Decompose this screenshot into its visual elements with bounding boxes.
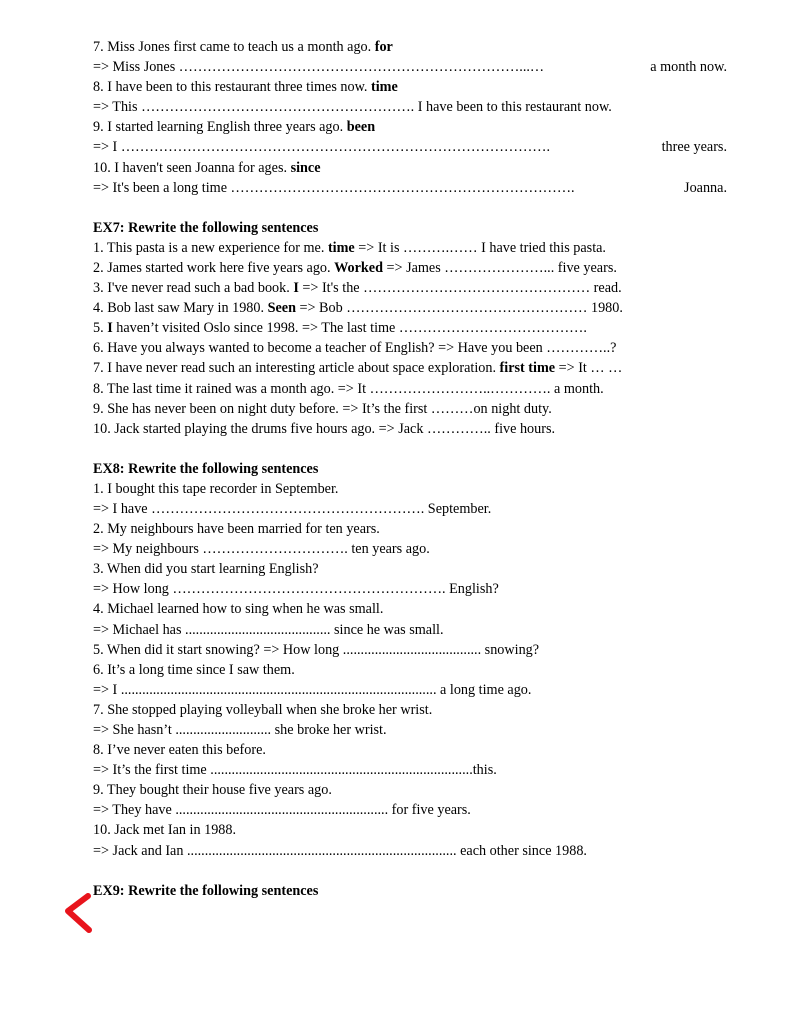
ex8-line: => They have ............................................................ for five years. bbox=[93, 802, 471, 819]
ex8-line: => Jack and Ian ............................................................................ each other since 1988. bbox=[93, 842, 587, 859]
ex7-title: EX7: Rewrite the following sentences bbox=[93, 219, 319, 236]
ex8-line: 10. Jack met Ian in 1988. bbox=[93, 822, 237, 839]
answer-line: => Miss Jones ………………………………………………………………...… a month now. bbox=[93, 59, 727, 76]
ex7-item: 2. James started work here five years ago. Worked => James …………………... five years. bbox=[93, 259, 617, 276]
worksheet bbox=[93, 37, 743, 901]
ex8-line: 4. Michael learned how to sing when he was small. bbox=[93, 601, 384, 618]
red-bracket-mark-icon bbox=[62, 893, 92, 933]
ex8-line: => My neighbours …………………………. ten years ago. bbox=[93, 541, 430, 558]
ex8-title: EX8: Rewrite the following sentences bbox=[93, 460, 319, 477]
ex8-line: 1. I bought this tape recorder in September. bbox=[93, 480, 339, 497]
ex7-item: 5. I haven’t visited Oslo since 1998. => The last time …………………………………. bbox=[93, 320, 587, 337]
ex8-line: 6. It’s a long time since I saw them. bbox=[93, 661, 295, 678]
answer-line: => I ………………………………………………………………………………. three years. bbox=[93, 139, 727, 156]
sentence-line: 9. I started learning English three years ago. been bbox=[93, 119, 376, 136]
ex8-line: 2. My neighbours have been married for ten years. bbox=[93, 521, 380, 538]
ex8-line: 7. She stopped playing volleyball when she broke her wrist. bbox=[93, 701, 433, 718]
sentence-line: 10. I haven't seen Joanna for ages. since bbox=[93, 159, 321, 176]
ex8-line: 5. When did it start snowing? => How long ....................................... snowing? bbox=[93, 641, 540, 658]
ex7-item: 6. Have you always wanted to become a teacher of English? => Have you been …………..? bbox=[93, 340, 617, 357]
ex8-line: => It’s the first time ..........................................................................this. bbox=[93, 762, 497, 779]
ex7-item: 9. She has never been on night duty before. => It’s the first ………on night duty. bbox=[93, 400, 552, 417]
ex8-section bbox=[93, 459, 743, 861]
answer-line: => This …………………………………………………. I have been to this restaurant now. bbox=[93, 99, 612, 116]
ex8-line: 3. When did you start learning English? bbox=[93, 561, 319, 578]
sentence-line: 7. Miss Jones first came to teach us a month ago. for bbox=[93, 39, 393, 55]
ex7-item: 10. Jack started playing the drums five hours ago. => Jack ………….. five hours. bbox=[93, 420, 556, 437]
ex8-line: => How long …………………………………………………. English? bbox=[93, 581, 499, 598]
ex8-line: 8. I’ve never eaten this before. bbox=[93, 742, 266, 759]
ex8-line: => Michael has ......................................... since he was small. bbox=[93, 621, 444, 638]
ex7-item: 7. I have never read such an interesting article about space exploration. first time => It … … bbox=[93, 360, 623, 377]
ex7-item: 4. Bob last saw Mary in 1980. Seen => Bob …………………………………………… 1980. bbox=[93, 300, 623, 317]
ex9-title: EX9: Rewrite the following sentences bbox=[93, 882, 319, 899]
ex8-line: 9. They bought their house five years ago. bbox=[93, 782, 332, 799]
ex8-line: => I ......................................................................................... a long time ago. bbox=[93, 681, 532, 698]
previous-exercise-tail bbox=[93, 37, 743, 198]
ex7-section bbox=[93, 218, 743, 439]
ex8-line: => I have …………………………………………………. September. bbox=[93, 500, 492, 517]
ex7-item: 8. The last time it rained was a month ago. => It ……………………..…………. a month. bbox=[93, 380, 604, 397]
ex7-item: 1. This pasta is a new experience for me. time => It is ……….…… I have tried this pasta. bbox=[93, 239, 606, 256]
ex7-item: 3. I've never read such a bad book. I => It's the ………………………………………… read. bbox=[93, 280, 622, 297]
ex8-line: => She hasn’t ........................... she broke her wrist. bbox=[93, 722, 387, 738]
sentence-line: 8. I have been to this restaurant three times now. time bbox=[93, 79, 398, 96]
answer-line: => It's been a long time ………………………………………………………………. Joanna. bbox=[93, 179, 727, 196]
ex9-section bbox=[93, 881, 743, 901]
